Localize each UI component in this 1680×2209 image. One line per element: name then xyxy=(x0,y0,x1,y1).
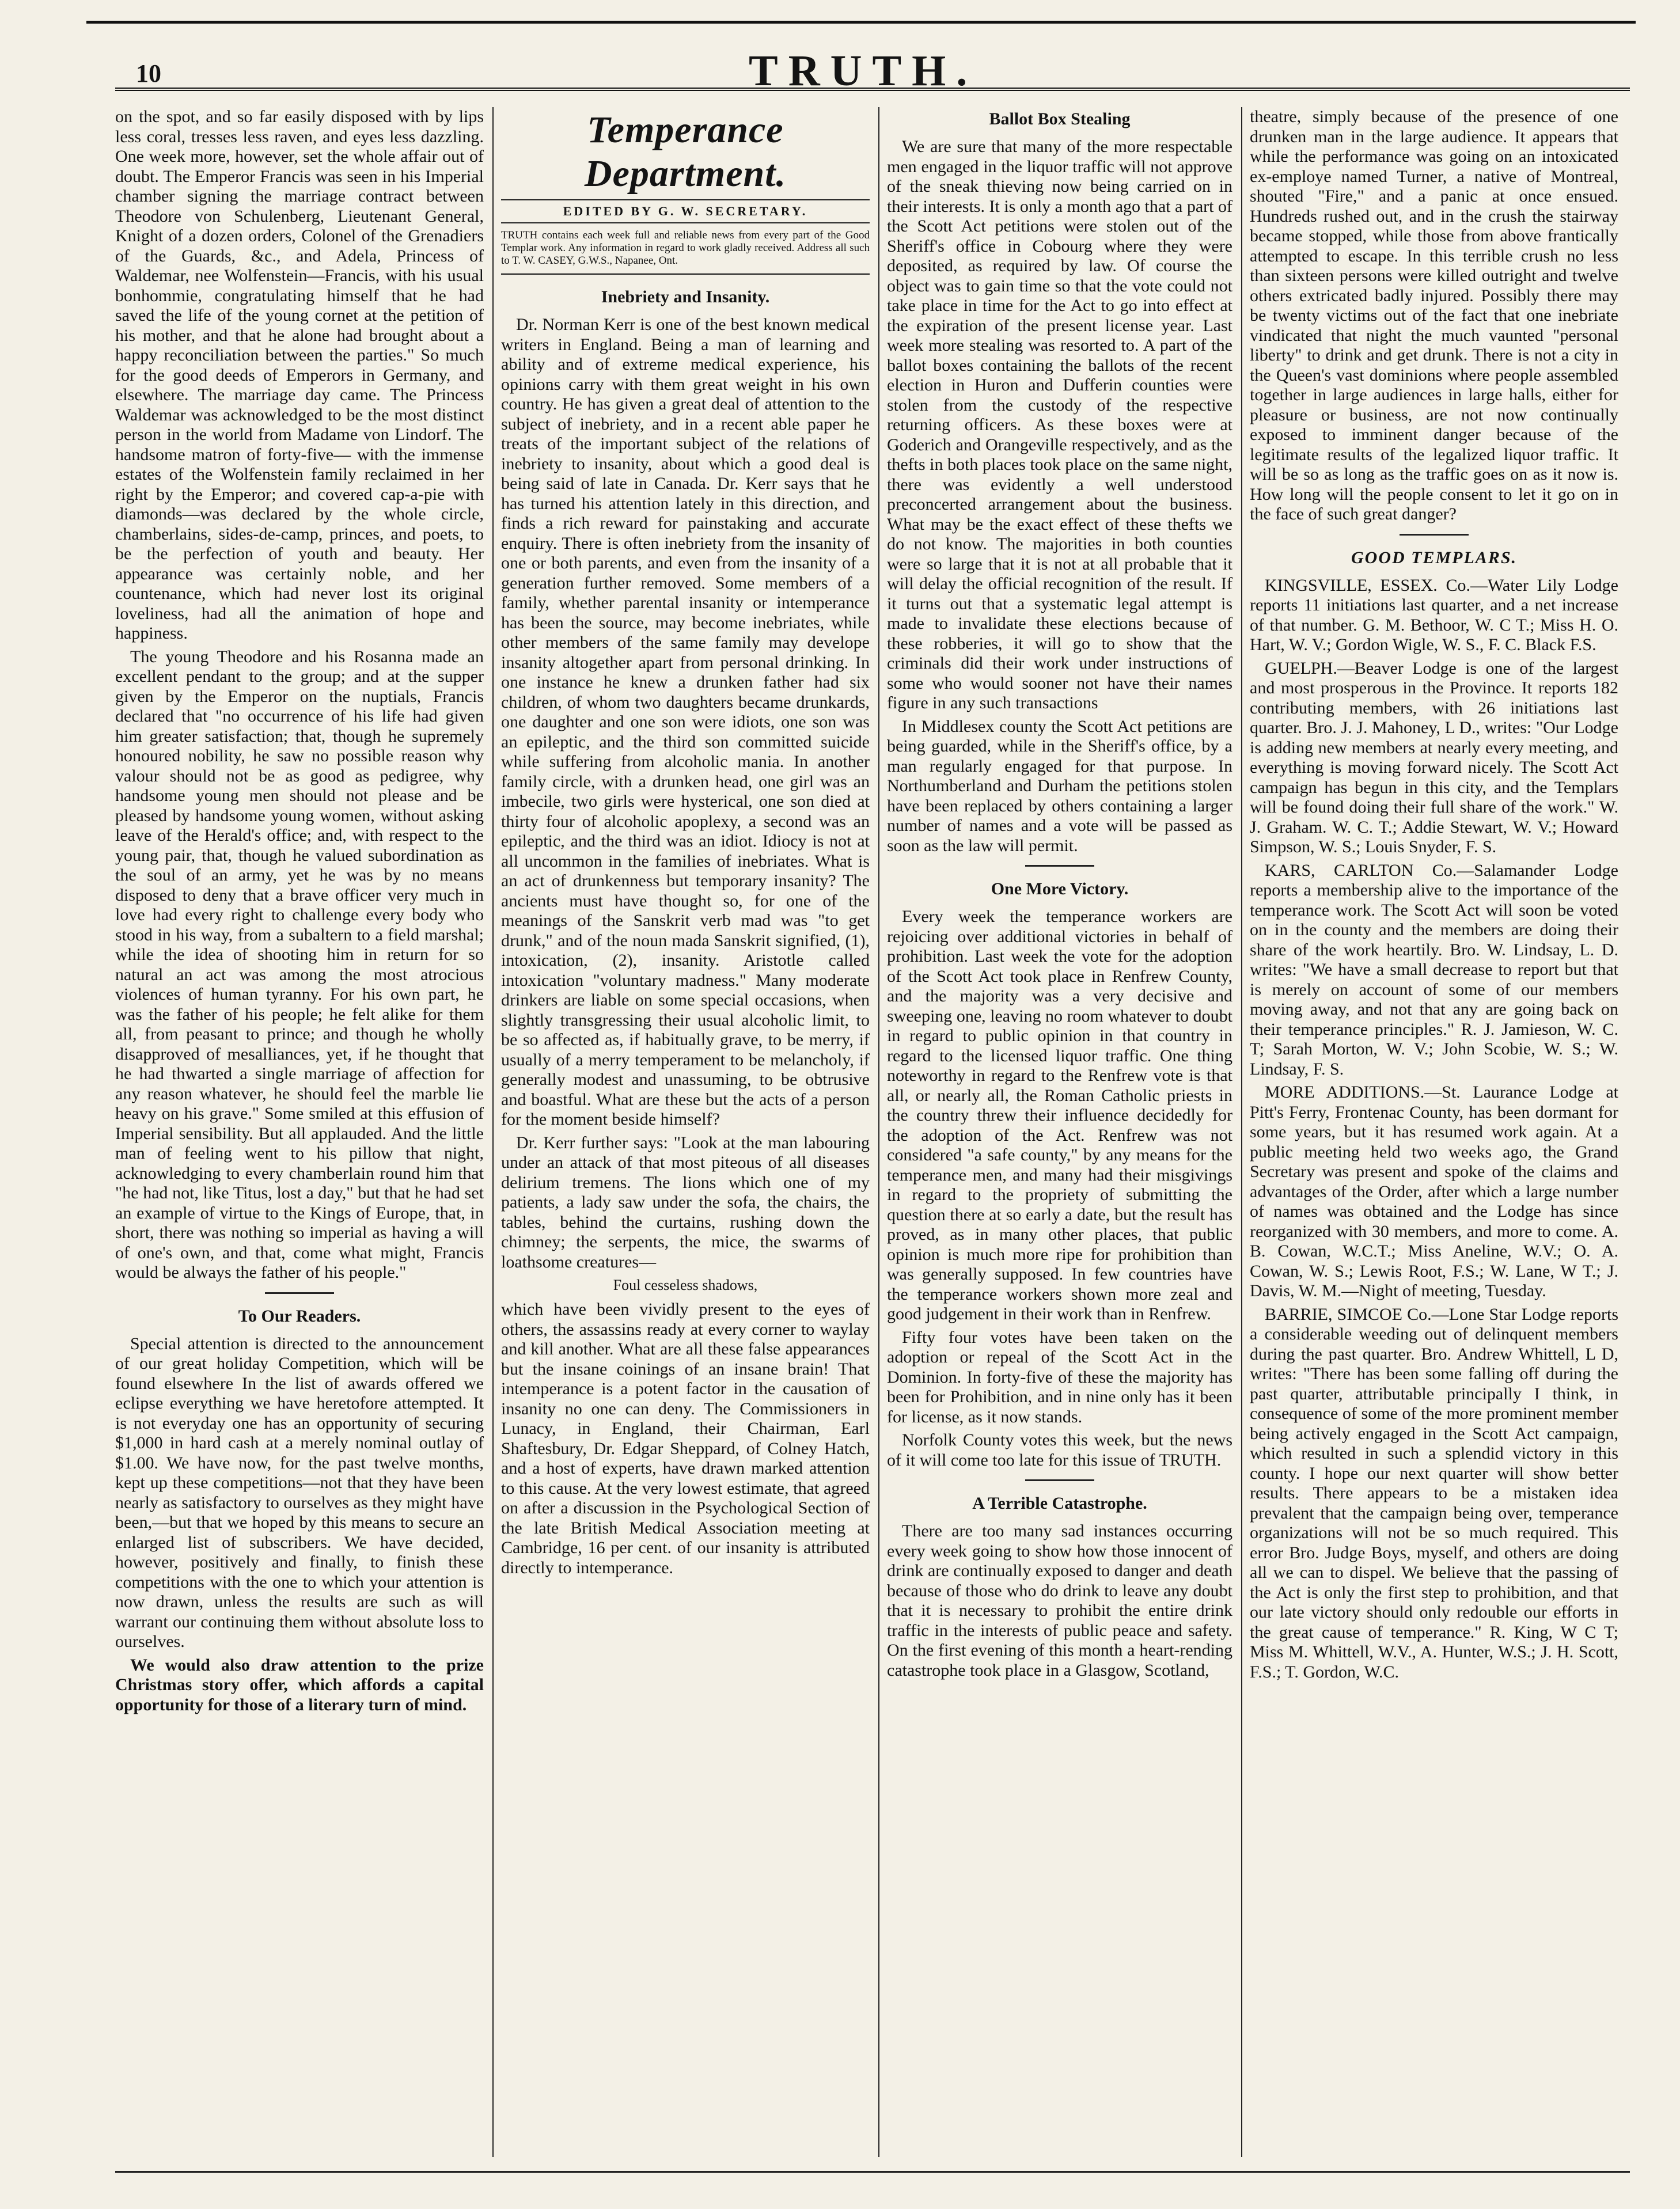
lodge-report: MORE ADDITIONS.—St. Laurance Lodge at Pitt's Ferry, Frontenac County, has been dormant for some years, but it has resumed work again. At a public meeting held two weeks ago, the Grand Secretary was present and spoke of the claims and advantages of the Order, after which a large number of names was obtained and the Lodge has since reorganized with 30 members, and more to come. A. B. Cowan, W.C.T.; Miss Aneline, W.V.; O. A. Cowan, W. S.; Lewis Root, F.S.; W. Lane, W T.; J. Davis, W. M.—Night of meeting, Tuesday. xyxy=(1250,1083,1618,1300)
heading-one-more-victory: One More Victory. xyxy=(991,879,1129,898)
heading-ballot-box-stealing: Ballot Box Stealing xyxy=(989,109,1131,128)
lodge-report: BARRIE, SIMCOE Co.—Lone Star Lodge reports a considerable weeding out of delinquent members during the past quarter. Bro. Andrew Whittell, L D, writes: "There has been some falling off during the past quarter, attributable principally I think, in consequence of some of the more prominent member being actively engaged in the Scott Act campaign, which resulted in such a splendid victory in this county. I hope our next quarter will show better results. There appears to be a mistaken idea prevalent that the campaign being over, temperance organizations will not be so much required. This error Bro. Judge Boys, myself, and others are doing all we can to dispel. We believe that the passing of the Act is only the first step to prohibition, and that our late victory should only redouble our efforts in the great cause of temperance." R. King, W C T; Miss M. Whittell, W.V., A. Hunter, W.S.; J. H. Scott, F.S.; T. Gordon, W.C. xyxy=(1250,1304,1618,1682)
column-4 xyxy=(1250,107,1618,2157)
column-rule xyxy=(878,107,879,2157)
lodge-report: KARS, CARLTON Co.—Salamander Lodge reports a membership alive to the importance of the temperance work. The Scott Act will soon be voted on in the county and the members are doing their share of the work heartily. Bro. W. Lindsay, L. D. writes: "We have a small decrease to report but that is merely on account of some of our members moving away, and not that any are going back on their temperance principles." R. J. Jamieson, W. C. T; Sarah Morton, W. V.; John Scobie, W. S.; W. Lindsay, F. S. xyxy=(1250,860,1618,1079)
column-3 xyxy=(887,107,1232,2157)
article-paragraph: Fifty four votes have been taken on the adoption or repeal of the Scott Act in the Dominion. In forty-five of these the majority has been for Prohibition, and in nine only has it been for license, as it now stands. xyxy=(887,1327,1232,1426)
section-divider xyxy=(1025,865,1094,867)
article-paragraph: Dr. Kerr further says: "Look at the man labouring under an attack of that most piteous of all diseases delirium tremens. The lions which one of my patients, a lady saw under the sofa, the chairs, the tables, behind the curtains, rushing down the chimney; the serpents, the mice, the swarms of loathsome creatures— xyxy=(501,1133,870,1271)
heading-terrible-catastrophe: A Terrible Catastrophe. xyxy=(972,1494,1147,1513)
section-divider xyxy=(265,1292,334,1294)
heading-good-templars: GOOD TEMPLARS. xyxy=(1351,548,1518,567)
readers-paragraph: Special attention is directed to the announcement of our great holiday Competition, which will be found elsewhere In the list of awards offered we eclipse everything we have heretofore attempted. It is not everyday one has an opportunity of securing $1,000 in hard cash at a merely nominal outlay of $1.00. We have now, for the past twelve months, kept up these competitions—not that they have been nearly as satisfactory to ourselves as they might have been,—but that we hoped by this means to secure an enlarged list of subscribers. We have decided, however, positively and finally, to finish these competitions with the one to which your attention is now drawn, unless the results are such as will warrant our continuing them without absolute loss to ourselves. xyxy=(115,1334,484,1651)
column-1 xyxy=(115,107,484,2157)
lodge-report: GUELPH.—Beaver Lodge is one of the largest and most prosperous in the Province. It reports 182 contributing members, with 26 initiations last quarter. Bro. J. J. Mahoney, L D., writes: "Our Lodge is adding new members at nearly every meeting, and everything is moving forward nicely. The Scott Act campaign has begun in this city, and the Templars will be found doing their full share of the work." W. J. Graham. W. C. T.; Addie Stewart, W. V.; Howard Simpson, W. S.; Louis Snyder, F. S. xyxy=(1250,658,1618,856)
page-number: 10 xyxy=(136,59,161,88)
article-paragraph: Every week the temperance workers are rejoicing over additional victories in behalf of prohibition. Last week the vote for the adoption of the Scott Act took place in Renfrew County, and the majority was a very decisive and sweeping one, leaving no room whatever to doubt in regard to public opinion in that country in regard to the licensed liquor traffic. One thing noteworthy in regard to the Renfrew vote is that all, or nearly all, the Roman Catholic priests in the country threw their influence decidedly for the adoption of the Act. Renfrew was not considered "a safe county," by any means for the temperance men, and many had their misgivings in regard to the propriety of submitting the question there at so early a date, but the result has proved, as in many other places, that public opinion is much more ripe for prohibition than was generally supposed. In few countries have the temperance workers shown more zeal and good judgement in their work than in Renfrew. xyxy=(887,907,1232,1323)
article-paragraph: which have been vividly present to the eyes of others, the assassins ready at every corner to waylay and kill another. What are all these false appearances but the insane coinings of an insane brain! That intemperance is a potent factor in the causation of insanity no one can deny. The Commissioners in Lunacy, in England, their Chairman, Earl Shaftesbury, Dr. Edgar Sheppard, of Colney Hatch, and a host of experts, have drawn marked attention to this cause. At the very lowest estimate, that agreed on after a discussion in the Psychological Section of the late British Medical Association meeting at Cambridge, 16 per cent. of our insanity is attributed directly to intemperance. xyxy=(501,1300,870,1577)
temperance-department-title: Temperance Department. xyxy=(584,109,787,195)
readers-paragraph: We would also draw attention to the prize Christmas story offer, which affords a capital opportunity for those of a literary turn of mind. xyxy=(115,1655,484,1714)
article-paragraph: Dr. Norman Kerr is one of the best known medical writers in England. Being a man of learning and ability and of extreme medical experience, his opinions carry with them great weight in his own country. He has given a great deal of attention to the subject of inebriety, and in a recent able paper he treats of the important subject of the relations of inebriety to insanity, about which a good deal is being said of late in Canada. Dr. Kerr says that he has turned his attention lately in this direction, and finds a rich reward for painstaking and accurate enquiry. There is often inebriety from the insanity of one or both parents, and even from the insanity of a generation further removed. Some members of a family, whether parental insanity or intemperance has been the source, may become inebriates, while other members of the same family may develope insanity altogether apart from personal drinking. In one instance he knew a drunken father had six children, of whom two daughters became drunkards, one daughter and one son were idiots, one son was an epileptic, and the third son committed suicide while suffering from alcoholic mania. In another family circle, with a drunken head, one girl was an imbecile, two girls were hysterical, one son died at thirty four of alcoholic apoplexy, a second was an epileptic, and the third was an idiot. Idiocy is not at all uncommon in the families of inebriates. What is an act of drunkenness but temporary insanity? The ancients must have thought so, for one of the meanings of the Sanskrit verb mad was "to get drunk," and of the noun mada Sanskrit signified, (1), intoxication, (2), insanity. Aristotle called intoxication "voluntary madness." Many moderate drinkers are liable on some special occasions, when slightly transgressing their usual alcoholic limit, to be so affected as, if habitually grave, to be merry, if usually of a merry temperament to be melancholy, if generally modest and unassuming, to be obtrusive and boastful. What are these but the acts of a person for the moment beside himself? xyxy=(501,315,870,1129)
article-paragraph: Norfolk County votes this week, but the news of it will come too late for this issue of TRUTH. xyxy=(887,1430,1232,1470)
lodge-report: KINGSVILLE, ESSEX. Co.—Water Lily Lodge reports 11 initiations last quarter, and a net increase of that number. G. M. Bethoor, W. C T.; Miss H. O. Hart, W. V.; Gordon Wigle, W. S., F. C. Black F.S. xyxy=(1250,575,1618,654)
department-notice: TRUTH contains each week full and reliable news from every part of the Good Templar work. Any information in regard to work gladly received. Address all such to T. W. CASEY, G.W.S., Napanee, Ont. xyxy=(501,229,870,275)
article-paragraph: In Middlesex county the Scott Act petitions are being guarded, while in the Sheriff's office, by a man regularly engaged for that purpose. In Northumberland and Durham the petitions stolen have been replaced by others containing a larger number of names and a vote will be passed as soon as the law will permit. xyxy=(887,716,1232,855)
column-rule xyxy=(1241,107,1242,2157)
edited-by-line: EDITED BY G. W. SECRETARY. xyxy=(501,199,870,223)
poem-line: Foul cesseless shadows, xyxy=(613,1277,758,1293)
section-divider xyxy=(1400,534,1469,536)
top-border-rule xyxy=(86,21,1636,24)
article-paragraph: We are sure that many of the more respectable men engaged in the liquor traffic will not approve of the sneak thieving now being carried on in their interests. It is only a month ago that a part of the Scott Act petitions were stolen out of the Sheriff's office in Cobourg where they were deposited, as required by law. Of course the object was to gain time so that the vote could not take place in time for the Act to go into effect at the expiration of the present license year. Last week more stealing was resorted to. A part of the ballot boxes containing the ballots of the recent election in Huron and Dufferin counties were stolen from the custody of the respective returning officers. As these boxes were at Goderich and Orangeville respectively, and as the thefts in both places took place on the same night, there was evidently a well understood preconcerted arrangement about the business. What may be the exact effect of these thefts we do not know. The majorities in both counties were so large that it is not at all probable that it will delay the official recognition of the result. If it turns out that a systematic legal attempt is made to invalidate these elections because of these robberies, it will go to show that the criminals did their work under instructions of some who would sooner not have their names figure in any such transactions xyxy=(887,137,1232,712)
heading-to-our-readers: To Our Readers. xyxy=(238,1306,361,1326)
story-continuation-paragraph: on the spot, and so far easily disposed with by lips less coral, tresses less raven, and eyes less dazzling. One week more, however, set the whole affair out of doubt. The Emperor Francis was seen in his Imperial chamber signing the marriage contract between Theodore von Schulenberg, Lieutenant General, Knight of a dozen orders, Colonel of the Grenadiers of the Guards, &c., and Adela, Princess of Waldemar, nee Wolfenstein—Francis, with his usual bonhommie, congratulating himself that he had saved the life of the young cornet at the petition of his mother, and that he alone had brought about a happy reconciliation between the parties." So much for the good deeds of Emperors in Germany, and elsewhere. The marriage day came. The Princess Waldemar was acknowledged to be the most distinct person in the world from Madame von Lindorf. The handsome matron of forty-five— with the immense estates of the Wolfenstein family reclaimed in her right by the Emperor; and covered cap-a-pie with diamonds—was declared by the whole circle, chamberlains, sides-de-camp, princes, and poets, to be the perfection of youth and beauty. Her appearance was certainly noble, and her countenance, which had never lost its original loveliness, had all the animation of hope and happiness. xyxy=(115,107,484,643)
column-2 xyxy=(501,107,870,2157)
article-paragraph: There are too many sad instances occurring every week going to show how those innocent of drink are continually exposed to danger and death because of those who do drink to leave any doubt that it is necessary to prohibit the entire drink traffic in the interests of public peace and safety. On the first evening of this month a heart-rending catastrophe took place in a Glasgow, Scotland, xyxy=(887,1521,1232,1680)
column-rule xyxy=(492,107,494,2157)
footer-rule xyxy=(115,2171,1630,2173)
masthead: TRUTH. xyxy=(749,47,978,95)
section-divider xyxy=(1025,1479,1094,1481)
story-continuation-paragraph: The young Theodore and his Rosanna made an excellent pendant to the group; and at the supper given by the Emperor on the nuptials, Francis declared that "no occurrence of his life had given him greater satisfaction; that, though he supremely honoured nobility, he saw no possible reason why valour should not be as good as pedigree, why handsome young men should not please and be pleased by handsome young women, without asking leave of the Herald's office; and, with respect to the young pair, that, though he valued subordination as the soul of an army, yet he was by no means disposed to deny that a brave officer very much in love had every right to challenge every body who stood in his way, from a subaltern to a field marshal; while the idea of shooting him in return for so natural an act was among the most atrocious violences of human tyranny. For his own part, he was the father of his people; he felt alike for them all, from peasant to prince; and though he wholly disapproved of mesalliances, yet, if he thought that he had thwarted a single marriage of affection for any reason whatever, he should feel the marble lie heavy on his grave." Some smiled at this effusion of Imperial sensibility. But all applauded. And the little man of feeling went to his pillow that night, acknowledging to every chamberlain round him that "he had not, like Titus, lost a day," but that he had set an example of virtue to the Kings of Europe, that, in short, there was nothing so imperial as having a will of one's own, and that, come what might, Francis would be always the father of his people." xyxy=(115,647,484,1282)
header-rule xyxy=(115,88,1630,91)
article-paragraph: theatre, simply because of the presence of one drunken man in the large audience. It appears that while the performance was going on an intoxicated ex-employe named Turner, a native of Montreal, shouted "Fire," and a panic at once ensued. Hundreds rushed out, and in the crush the stairway became stopped, while those from above frantically attempted to escape. In this terrible crush no less than sixteen persons were killed outright and twelve others extricated badly injured. Possibly there may be twenty victims out of the fact that one inebriate vindicated that night the much vaunted "personal liberty" to drink and get drunk. There is not a city in the Queen's vast dominions where people assembled together in large audiences in large halls, either for pleasure or business, are not now continually exposed to imminent danger because of the legitimate results of the legalized liquor traffic. It will be so as long as the traffic goes on as it now is. How long will the people consent to let it go on in the face of such great danger? xyxy=(1250,107,1618,523)
heading-inebriety-insanity: Inebriety and Insanity. xyxy=(601,287,770,306)
